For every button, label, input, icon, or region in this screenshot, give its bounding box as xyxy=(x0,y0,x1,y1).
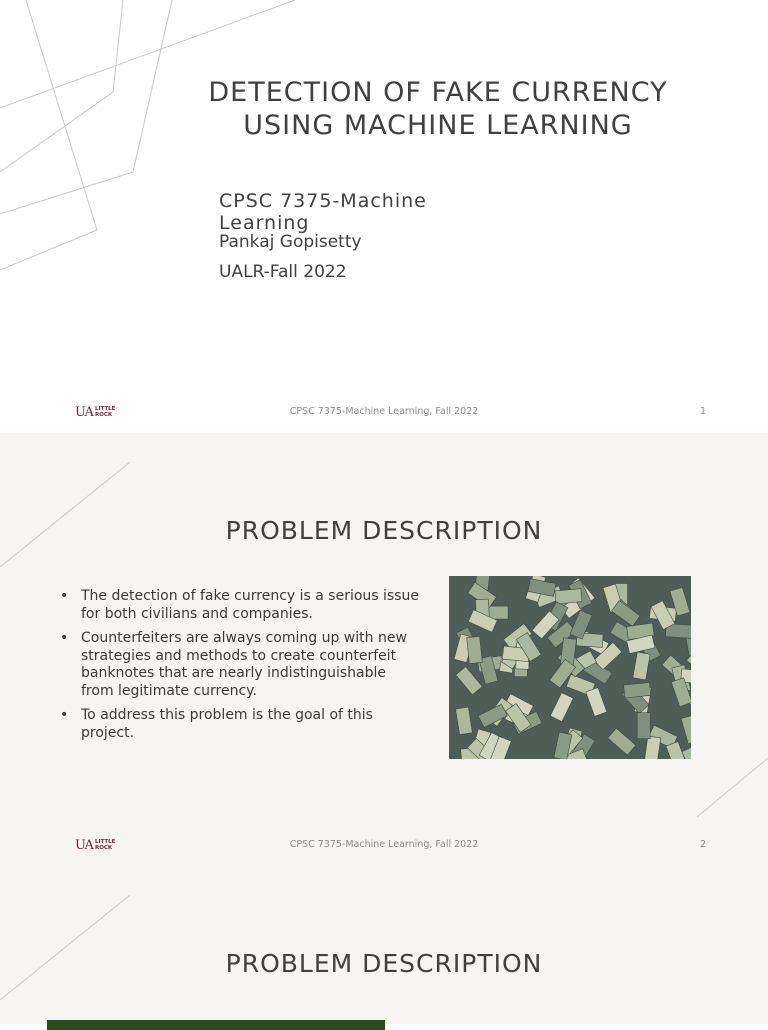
list-item: • To address this problem is the goal of this project. xyxy=(60,707,373,741)
list-item: • The detection of fake currency is a serious issue for both civilians and companies. xyxy=(60,588,419,622)
ualr-logo xyxy=(75,837,115,853)
slide-1 xyxy=(0,0,768,433)
banknote-shape xyxy=(467,636,483,663)
page-number: 2 xyxy=(700,839,707,850)
logo-initials: UA xyxy=(75,837,93,853)
banknote-shape xyxy=(555,589,582,604)
logo-text: LITTLE ROCK xyxy=(94,839,116,851)
slide-footer: CPSC 7375-Machine Learning, Fall 2022 xyxy=(289,839,479,850)
slide-title: PROBLEM DESCRIPTION xyxy=(225,516,543,545)
list-item: • Counterfeiters are always coming up with new strategies and methods to create counterfeit banknotes that are nearly indistinguishable from legitimate currency. xyxy=(60,630,407,699)
slide-image xyxy=(47,1020,385,1030)
logo-text: LITTLE ROCK xyxy=(94,406,116,418)
slide-3 xyxy=(0,866,768,1024)
page-number: 1 xyxy=(700,406,707,417)
money-pile-image xyxy=(449,576,691,759)
bullet-icon: • xyxy=(60,630,69,646)
term-label: UALR-Fall 2022 xyxy=(219,262,347,282)
presentation-title xyxy=(160,76,716,142)
author-name: Pankaj Gopisetty xyxy=(219,232,362,252)
bullet-icon: • xyxy=(60,588,69,604)
ualr-logo xyxy=(75,404,115,420)
decorative-lines xyxy=(0,866,768,1024)
banknote-shape xyxy=(624,682,651,698)
slide-footer: CPSC 7375-Machine Learning, Fall 2022 xyxy=(289,406,479,417)
bullet-icon: • xyxy=(60,707,69,723)
logo-initials: UA xyxy=(75,404,93,420)
title-line-1: DETECTION OF FAKE CURRENCY xyxy=(208,77,668,108)
course-subtitle: CPSC 7375-Machine Learning xyxy=(219,190,427,234)
banknote-shape xyxy=(637,713,650,739)
bullet-list xyxy=(60,588,420,749)
title-line-2: USING MACHINE LEARNING xyxy=(243,110,633,141)
slide-title: PROBLEM DESCRIPTION xyxy=(225,949,543,978)
banknote-shape xyxy=(560,638,576,665)
